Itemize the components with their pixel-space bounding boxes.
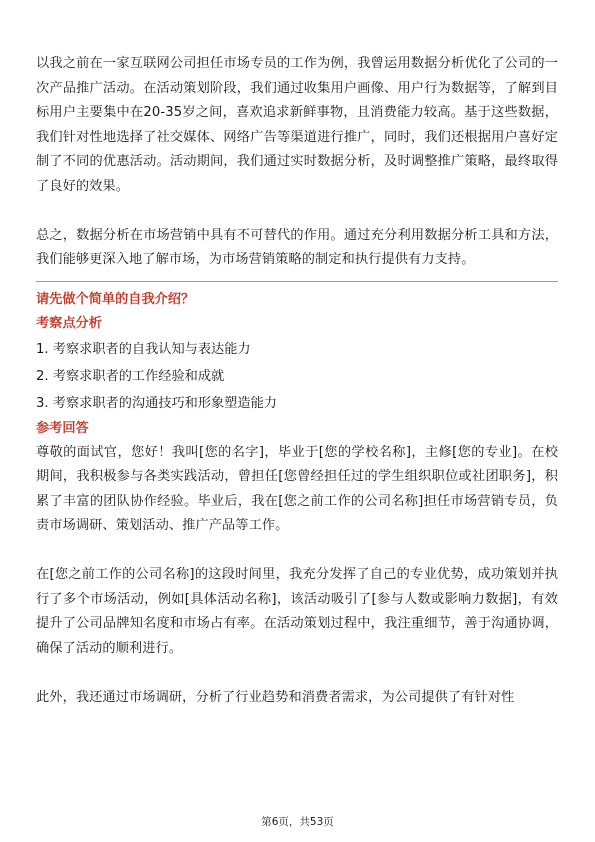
paragraph-gap (36, 539, 558, 564)
page-content (36, 52, 558, 710)
section-divider (36, 281, 558, 282)
analysis-item: 1. 考察求职者的自我认知与表达能力 (36, 341, 251, 357)
analysis-item: 2. 考察求职者的工作经验和成就 (36, 368, 225, 384)
page-number: 第6页，共53页 (261, 816, 334, 828)
answer-paragraph-3: 此外，我还通过市场调研，分析了行业趋势和消费者需求，为公司提供了有针对性 (36, 689, 515, 705)
paragraph-gap (36, 199, 558, 224)
analysis-item: 3. 考察求职者的沟通技巧和形象塑造能力 (36, 395, 277, 411)
analysis-list (36, 336, 558, 417)
answer-paragraph-2: 在[您之前工作的公司名称]的这段时间里，我充分发挥了自己的专业优势，成功策划并执行了多个市场活动，例如[具体活动名称]，该活动吸引了[参与人数或影响力数据]，有效提升了公司品牌知名度和市场占有率。在活动策划过程中，我注重细节，善于沟通协调，确保了活动的顺利进行。 (36, 567, 558, 656)
intro-paragraph-1: 以我之前在一家互联网公司担任市场专员的工作为例，我曾运用数据分析优化了公司的一次产品推广活动。在活动策划阶段，我们通过收集用户画像、用户行为数据等，了解到目标用户主要集中在20-35岁之间，喜欢追求新鲜事物，且消费能力较高。基于这些数据，我们针对性地选择了社交媒体、网络广告等渠道进行推广，同时，我们还根据用户喜好定制了不同的优惠活动。活动期间，我们通过实时数据分析，及时调整推广策略，最终取得了良好的效果。 (36, 56, 558, 194)
answer-paragraph-1: 尊敬的面试官，您好！我叫[您的名字]，毕业于[您的学校名称]，主修[您的专业]。在校期间，我积极参与各类实践活动，曾担任[您曾经担任过的学生组织职位或社团职务]，积累了丰富的团队协作经验。毕业后，我在[您之前工作的公司名称]担任市场营销专员，负责市场调研、策划活动、推广产品等工作。 (36, 444, 558, 533)
intro-paragraph-2: 总之，数据分析在市场营销中具有不可替代的作用。通过充分利用数据分析工具和方法，我们能够更深入地了解市场，为市场营销策略的制定和执行提供有力支持。 (36, 227, 558, 267)
analysis-heading: 考察点分析 (36, 315, 102, 331)
answer-heading: 参考回答 (36, 420, 89, 436)
question-heading: 请先做个简单的自我介绍？ (36, 291, 195, 307)
paragraph-gap (36, 661, 558, 686)
